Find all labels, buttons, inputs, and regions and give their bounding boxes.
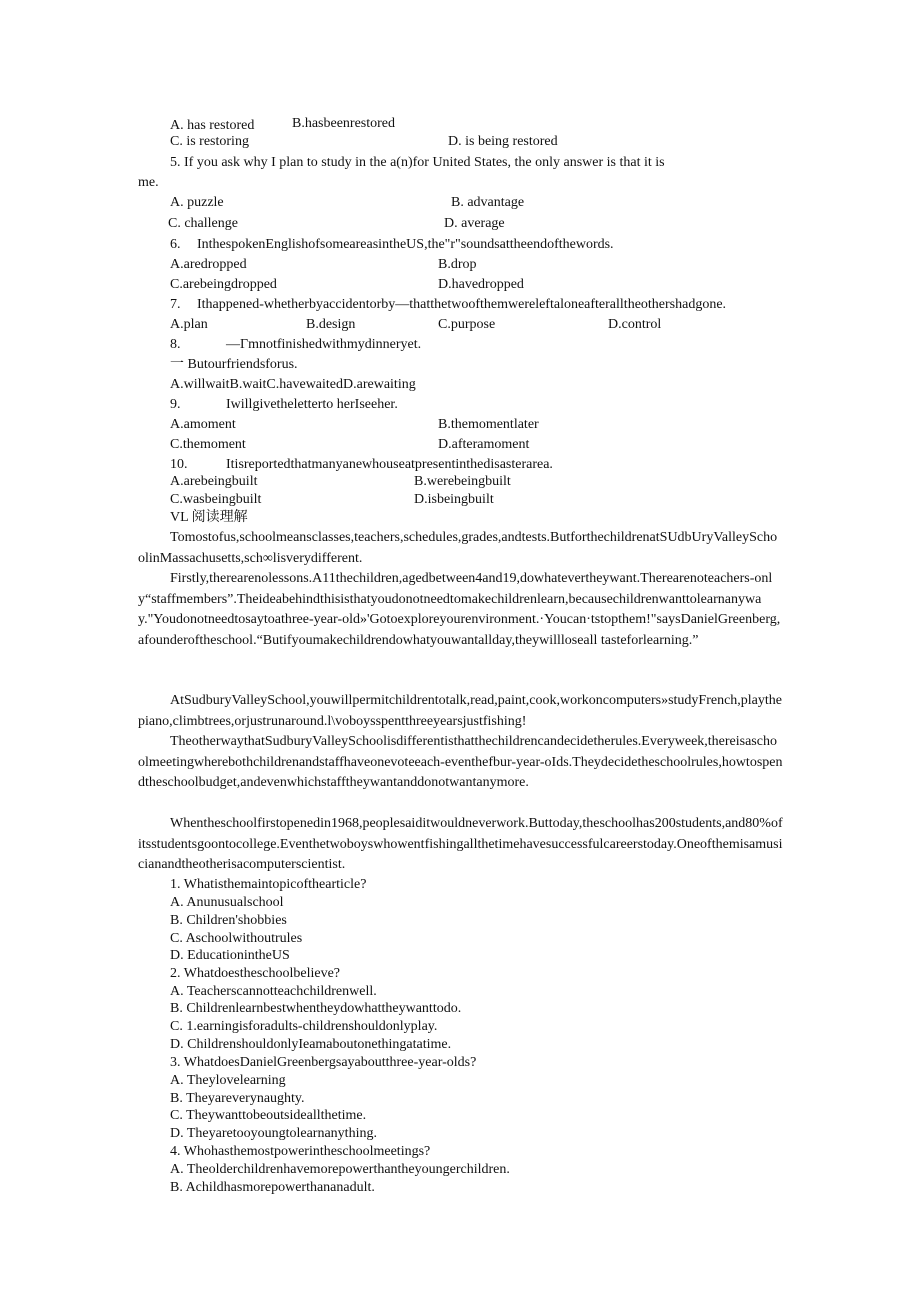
q7-option-c: C.purpose [438,317,496,332]
q10-option-b: B.werebeingbuilt [414,474,511,489]
q4-option-d: D. is being restored [448,134,558,149]
passage-paragraph-2: Firstly,therearenolessons.A11thechildren,agedbetween4and19,dowhatevertheywant.Therearenoteachers-only“staffmembers”.Theideabehindthisisthatyoudonotneedtomakechildrenlearn,becausechildrenwanttolearnanyway."Youdonotneedtosaytoathree-year-old»'Gotoexploreyourenvironment.·Youcan·tstopthem!"saysDanielGreenberg,afounderoftheschool.“Butifyoumakechildrendowhatyouwantallday,theywillloseall tasteforlearning.” [138,571,781,648]
q10-option-c: C.wasbeingbuilt [170,492,262,507]
q9-option-b: B.themomentlater [438,417,539,432]
q9-option-d: D.afteramoment [438,437,530,452]
q5-option-d: D. average [444,216,505,231]
q5-stem: 5. If you ask why I plan to study in the a(n)for United States, the only answer is that it is [170,155,665,170]
q7-stem: Ithappened-whetherbyaccidentorby—thatthetwoofthemwereleftaloneafteralltheothershadgone. [197,297,727,312]
q7-option-b: B.design [306,317,356,332]
passage-paragraph-5: Whentheschoolfirstopenedin1968,peoplesaiditwouldneverwork.Buttoday,theschoolhas200students,and80%ofitsstudentsgoontocollege.Eventhetwoboyswhowentfishingallthetimehavesuccessfulcareerstoday.Oneofthemisamusicianandtheotherisacomputerscientist. [138,816,783,872]
q6-option-d: D.havedropped [438,277,524,292]
q5-option-c: C. challenge [168,216,238,231]
reading-question-4: 4. Whohasthemostpowerintheschoolmeetings? [170,1144,431,1159]
q5-stem-cont: me. [138,175,159,190]
passage-paragraph-4: TheotherwaythatSudburyValleySchoolisdifferentisthatthechildrencandecidetherules.Everyweek,thereisaschoolmeetingwherebothchildrenandstaffhaveonevoteeach-eventhefbur-year-oIds.Theydecidetheschoolrules,howtospendtheschoolbudget,andevenwhichstafftheywantanddonotwantanymore. [138,734,783,790]
rq3-option-d: D. Theyaretooyoungtolearnanything. [170,1126,377,1141]
q8-reply: 一 Butourfriendsforus. [170,357,298,372]
rq2-option-a: A. Teacherscannotteachchildrenwell. [170,984,377,999]
reading-question-1: 1. Whatisthemaintopicofthearticle? [170,877,367,892]
q6-number: 6. [170,237,181,252]
reading-question-2: 2. Whatdoestheschoolbelieve? [170,966,341,981]
rq3-option-b: B. Theyareverynaughty. [170,1091,305,1106]
q6-stem: InthespokenEnglishofsomeareasintheUS,the"r"soundsattheendofthewords. [197,237,614,252]
rq3-option-a: A. Theylovelearning [170,1073,286,1088]
q9-option-a: A.amoment [170,417,236,432]
rq1-option-b: B. Children'shobbies [170,913,287,928]
rq1-option-a: A. Anunusualschool [170,895,284,910]
q6-option-a: A.aredropped [170,257,247,272]
q4-option-c: C. is restoring [170,134,249,149]
q4-option-a: A. has restored [170,118,255,133]
rq2-option-d: D. ChildrenshouldonlyIeamaboutonethingatatime. [170,1037,452,1052]
q9-number: 9. [170,397,181,412]
q6-option-b: B.drop [438,257,477,272]
rq2-option-b: B. Childrenlearnbestwhentheydowhattheywanttodo. [170,1001,462,1016]
q5-option-b: B. advantage [451,195,525,210]
reading-question-3: 3. WhatdoesDanielGreenbergsayaboutthree-year-olds? [170,1055,477,1070]
rq1-option-c: C. Aschoolwithoutrules [170,931,303,946]
rq2-option-c: C. 1.earningisforadults-childrenshouldonlyplay. [170,1019,438,1034]
rq1-option-d: D. EducationintheUS [170,948,290,963]
passage-paragraph-1: Tomostofus,schoolmeansclasses,teachers,schedules,grades,andtests.ButforthechildrenatSUdbUryValleySchoolinMassachusetts,sch∞lisverydifferent. [138,530,778,566]
passage-paragraph-3: AtSudburyValleySchool,youwillpermitchildrentotalk,read,paint,cook,workoncomputers»studyFrench,playthepiano,climbtrees,orjustrunaround.l\voboysspentthreeyearsjustfishing! [138,693,782,729]
q8-options: A.willwaitB.waitC.havewaitedD.arewaiting [170,377,416,392]
q4-option-b: B.hasbeenrestored [292,116,396,131]
q7-number: 7. [170,297,181,312]
rq4-option-b: B. Achildhasmorepowerthananadult. [170,1180,375,1195]
q9-option-c: C.themoment [170,437,246,452]
q10-number: 10. [170,457,188,472]
section-title: VL 阅读理解 [170,510,248,525]
q8-number: 8. [170,337,181,352]
q8-stem: —Γmnotfinishedwithmydinneryet. [226,337,422,352]
q5-option-a: A. puzzle [170,195,224,210]
rq4-option-a: A. Theolderchildrenhavemorepowerthantheyoungerchildren. [170,1162,510,1177]
q7-option-a: A.plan [170,317,208,332]
q9-stem: Iwillgivetheletterto herIseeher. [226,397,398,412]
rq3-option-c: C. Theywanttobeoutsideallthetime. [170,1108,367,1123]
q6-option-c: C.arebeingdropped [170,277,277,292]
q10-option-d: D.isbeingbuilt [414,492,494,507]
q10-stem: Itisreportedthatmanyanewhouseatpresentinthedisasterarea. [226,457,553,472]
q10-option-a: A.arebeingbuilt [170,474,258,489]
q7-option-d: D.control [608,317,662,332]
